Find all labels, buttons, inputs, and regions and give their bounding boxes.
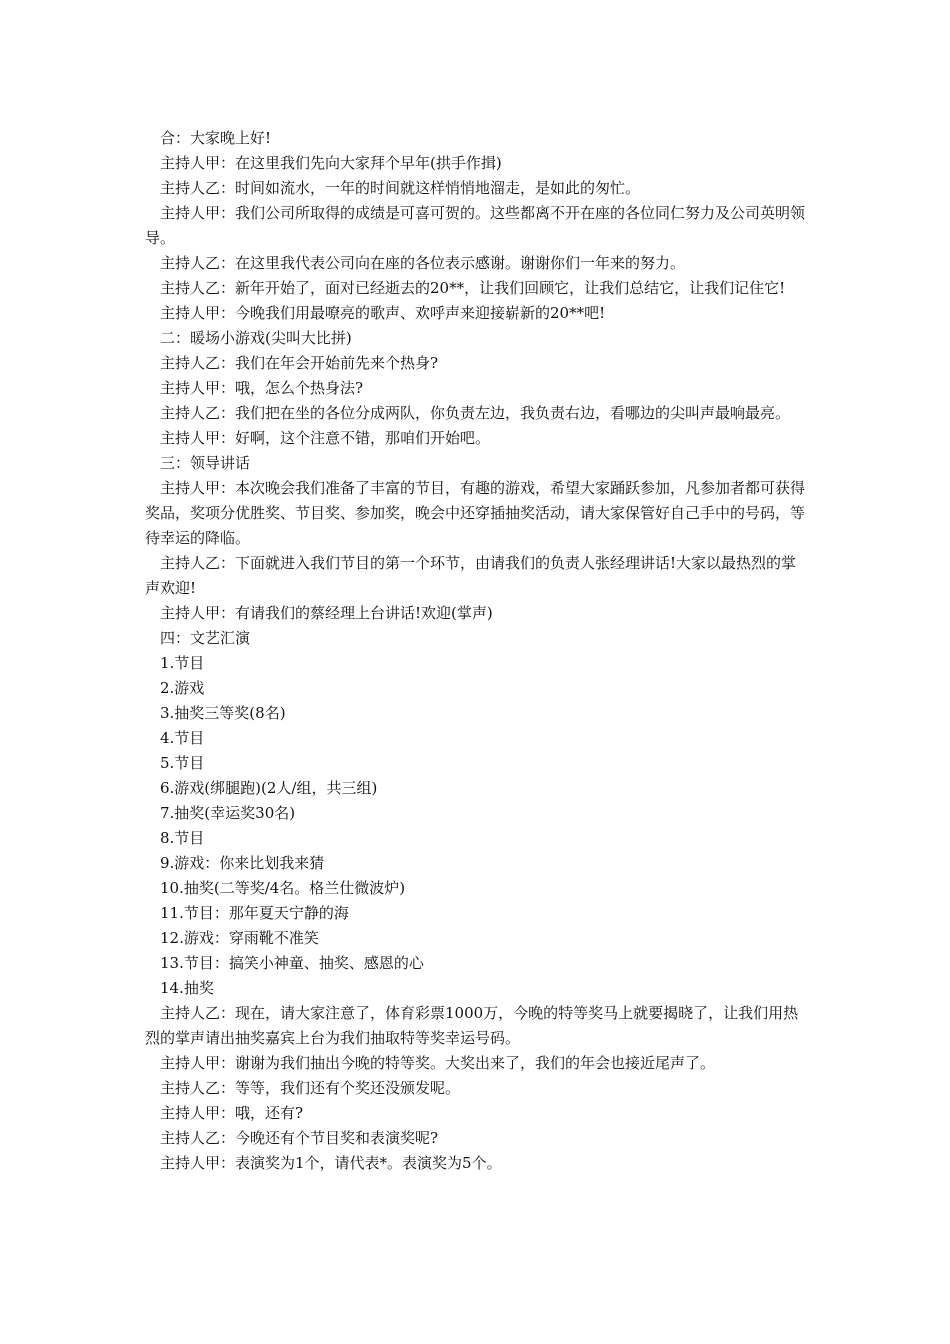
section-heading: 四：文艺汇演 <box>160 629 251 647</box>
paragraph: 主持人乙：我们在年会开始前先来个热身? <box>160 354 439 372</box>
list-item: 5.节目 <box>160 754 205 772</box>
list-item: 3.抽奖三等奖(8名) <box>160 704 286 722</box>
list-item: 11.节目：那年夏天宁静的海 <box>160 904 349 922</box>
section-heading: 二：暖场小游戏(尖叫大比拼) <box>160 329 352 347</box>
paragraph: 主持人甲：今晚我们用最嘹亮的歌声、欢呼声来迎接崭新的20**吧! <box>160 304 606 322</box>
list-item: 8.节目 <box>160 829 205 847</box>
paragraph: 主持人甲：有请我们的蔡经理上台讲话!欢迎(掌声) <box>160 604 493 622</box>
paragraph: 主持人甲：好啊，这个注意不错，那咱们开始吧。 <box>160 429 491 447</box>
paragraph: 主持人乙：我们把在坐的各位分成两队，你负责左边，我负责右边，看哪边的尖叫声最响最亮。 <box>160 404 791 422</box>
paragraph: 主持人甲：表演奖为1个，请代表*。表演奖为5个。 <box>160 1154 502 1172</box>
list-item: 7.抽奖(幸运奖30名) <box>160 804 296 822</box>
paragraph: 合：大家晚上好! <box>160 129 272 147</box>
list-item: 14.抽奖 <box>160 979 214 997</box>
paragraph: 主持人乙：时间如流水，一年的时间就这样悄悄地溜走，是如此的匆忙。 <box>160 179 641 197</box>
paragraph: 主持人甲：哦，还有? <box>160 1104 304 1122</box>
paragraph: 主持人乙：现在，请大家注意了，体育彩票1000万，今晚的特等奖马上就要揭晓了，让我们用热烈的掌声请出抽奖嘉宾上台为我们抽取特等奖幸运号码。 <box>145 1004 799 1047</box>
paragraph: 主持人乙：在这里我代表公司向在座的各位表示感谢。谢谢你们一年来的努力。 <box>160 254 686 272</box>
list-item: 9.游戏：你来比划我来猜 <box>160 854 325 872</box>
paragraph: 主持人甲：我们公司所取得的成绩是可喜可贺的。这些都离不开在座的各位同仁努力及公司英明领导。 <box>145 204 806 247</box>
list-item: 1.节目 <box>160 654 205 672</box>
list-item: 6.游戏(绑腿跑)(2人/组，共三组) <box>160 779 378 797</box>
list-item: 12.游戏：穿雨靴不准笑 <box>160 929 319 947</box>
list-item: 2.游戏 <box>160 679 205 697</box>
paragraph: 主持人甲：哦，怎么个热身法? <box>160 379 364 397</box>
section-heading: 三：领导讲话 <box>160 454 251 472</box>
paragraph: 主持人甲：在这里我们先向大家拜个早年(拱手作揖) <box>160 154 502 172</box>
paragraph: 主持人甲：谢谢为我们抽出今晚的特等奖。大奖出来了，我们的年会也接近尾声了。 <box>160 1054 716 1072</box>
document-body <box>145 126 808 1176</box>
paragraph: 主持人乙：新年开始了，面对已经逝去的20**，让我们回顾它，让我们总结它，让我们记住它! <box>160 279 786 297</box>
list-item: 10.抽奖(二等奖/4名。格兰仕微波炉) <box>160 879 406 897</box>
paragraph: 主持人乙：下面就进入我们节目的第一个环节，由请我们的负责人张经理讲话!大家以最热烈的掌声欢迎! <box>145 554 797 597</box>
paragraph: 主持人乙：等等，我们还有个奖还没颁发呢。 <box>160 1079 461 1097</box>
list-item: 13.节目：搞笑小神童、抽奖、感恩的心 <box>160 954 424 972</box>
paragraph: 主持人乙：今晚还有个节目奖和表演奖呢? <box>160 1129 439 1147</box>
paragraph: 主持人甲：本次晚会我们准备了丰富的节目，有趣的游戏，希望大家踊跃参加，凡参加者都可获得奖品，奖项分优胜奖、节目奖、参加奖，晚会中还穿插抽奖活动，请大家保管好自己手中的号码，等待幸运的降临。 <box>145 479 806 547</box>
list-item: 4.节目 <box>160 729 205 747</box>
